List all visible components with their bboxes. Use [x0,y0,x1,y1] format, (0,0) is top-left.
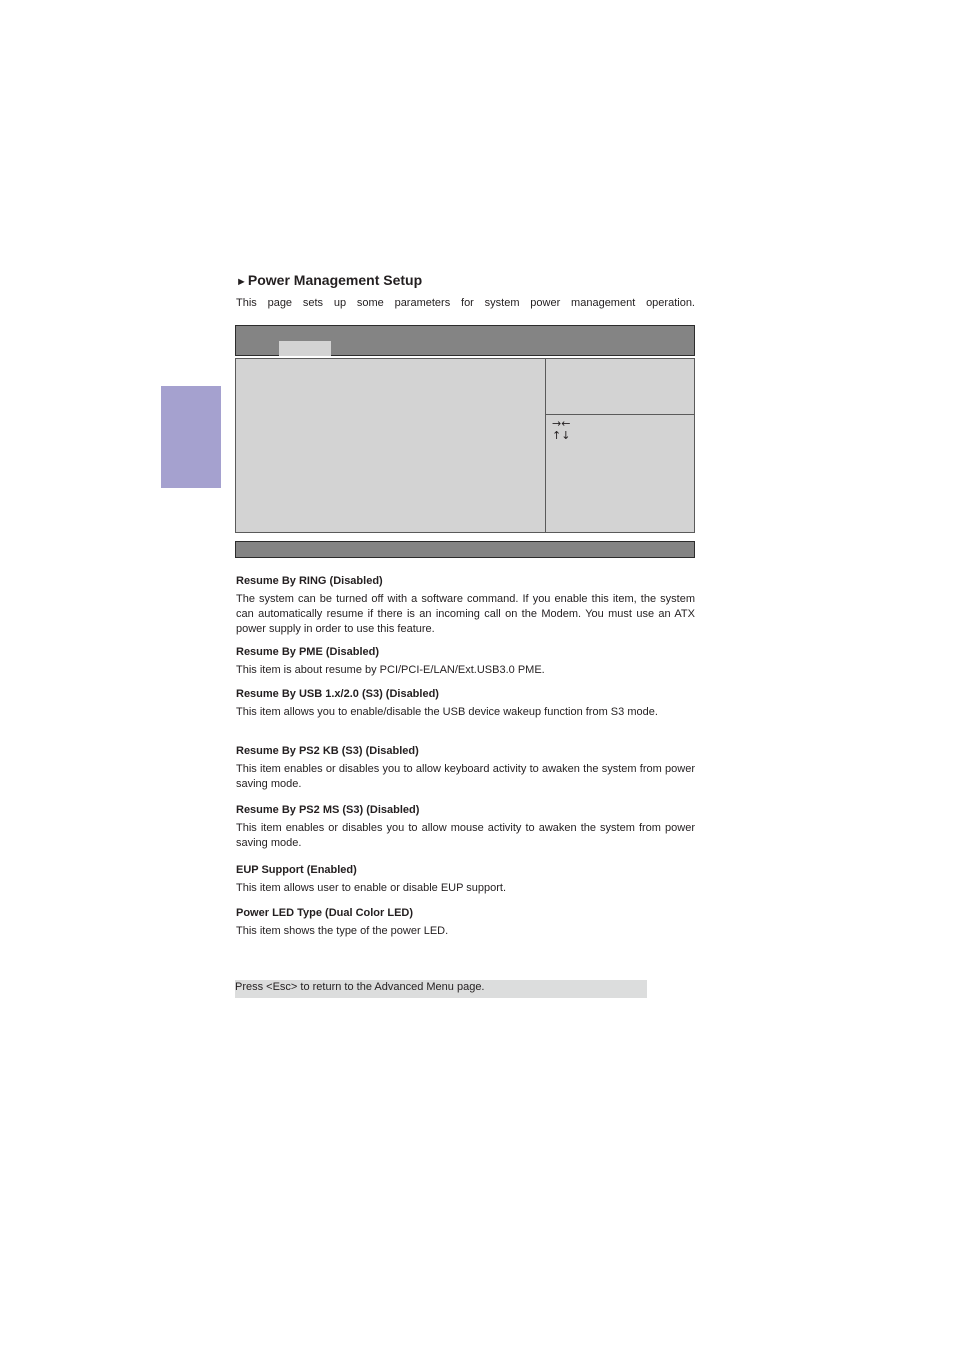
triangle-marker-icon: ► [236,276,247,288]
item-description: This item allows you to enable/disable the USB device wakeup function from S3 mode. [236,706,658,718]
chapter-side-tab [161,386,221,488]
item-description: This item is about resume by PCI/PCI-E/LAN/Ext.USB3.0 PME. [236,664,545,676]
item-title: Resume By RING (Disabled) [236,575,383,587]
bios-status-bar [235,541,695,558]
bios-key-hints [552,418,570,442]
esc-note-bar [235,980,647,998]
esc-note: Press <Esc> to return to the Advanced Menu page. [235,981,485,993]
item-description: This item shows the type of the power LED. [236,925,449,937]
item-title: EUP Support (Enabled) [236,864,357,876]
item-description: This item allows user to enable or disable EUP support. [236,882,507,894]
bios-help-divider [545,414,694,415]
section-title: Power Management Setup [247,272,423,288]
bios-active-tab [279,341,331,356]
left-right-arrows-icon: →← [552,417,571,430]
item-title: Resume By PME (Disabled) [236,646,380,658]
intro-text: This page sets up some parameters for system power management operation. [236,297,695,309]
item-title: Resume By PS2 KB (S3) (Disabled) [236,745,419,757]
item-title: Power LED Type (Dual Color LED) [236,907,414,919]
item-description: The system can be turned off with a software command. If you enable this item, the system can automatically resume if there is an incoming call on the Modem. You must use an ATX power supply in order to use this feature. [236,593,695,635]
bios-screenshot [235,325,695,558]
bios-panel [235,358,695,533]
up-down-arrows-icon: ↑↓ [552,429,571,442]
bios-panel-divider [545,359,546,532]
item-title: Resume By USB 1.x/2.0 (S3) (Disabled) [236,688,439,700]
item-description: This item enables or disables you to allow keyboard activity to awaken the system from power saving mode. [236,763,695,790]
item-title: Resume By PS2 MS (S3) (Disabled) [236,804,420,816]
bios-menu-bar [235,325,695,356]
section-heading [236,272,422,288]
item-description: This item enables or disables you to allow mouse activity to awaken the system from power saving mode. [236,822,695,849]
